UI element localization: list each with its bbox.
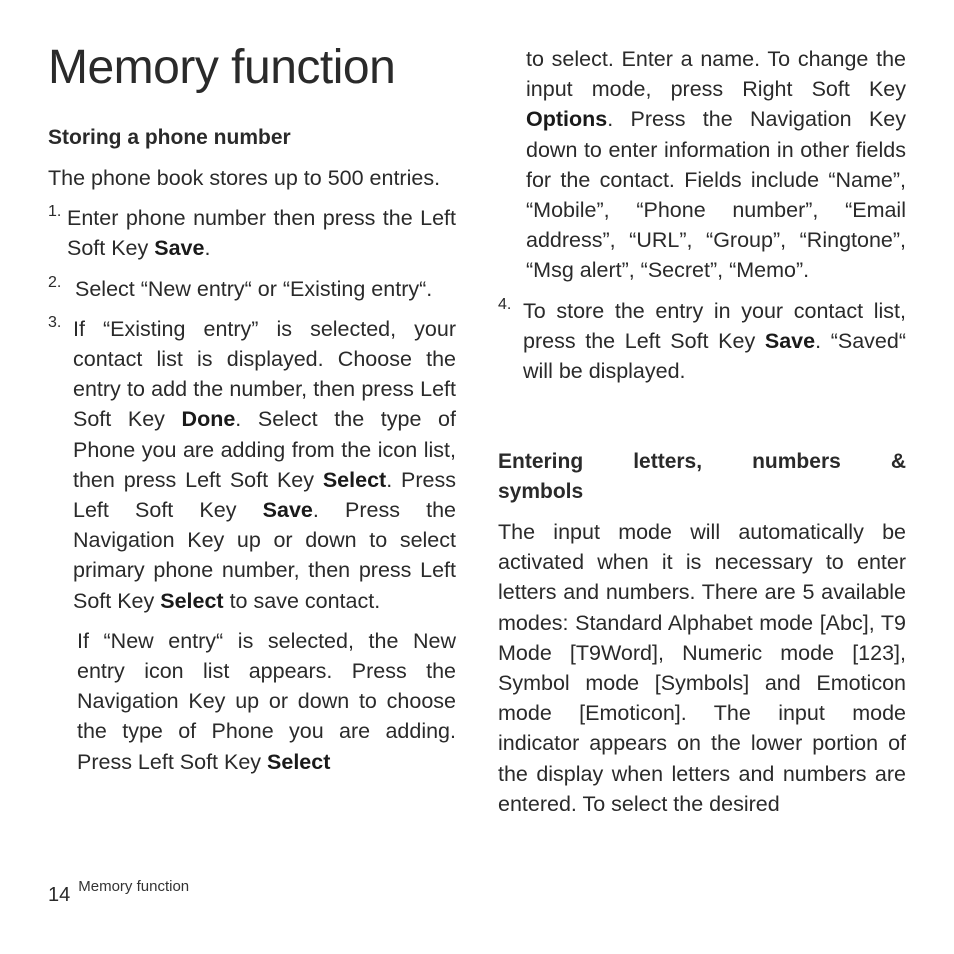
step-number: 2. bbox=[48, 273, 62, 291]
step-3-new-entry: If “New entry“ is selected, the New entry icon list appears. Press the Navigation Key up or down to choose the type of Phone you are adding. Press Left Soft Key Select bbox=[77, 628, 456, 774]
section-heading-entering: Entering letters, numbers & bbox=[498, 450, 906, 473]
section-entering bbox=[498, 447, 906, 819]
step-text: If “Existing entry” is selected, your contact list is displayed. Choose the entry to add the number, then press Left Soft Key Done. Select the type of Phone you are adding from the icon list, then press Left Soft Key Select. Press Left Soft Key Save. Press the Navigation Key up or down to select primary phone number, then press Left Soft Key Select to save contact. bbox=[73, 316, 456, 613]
step-1 bbox=[48, 203, 456, 263]
step-text: Select “New entry“ or “Existing entry“. bbox=[75, 276, 433, 301]
step-3-continued: to select. Enter a name. To change the input mode, press Right Soft Key Options. Press the Navigation Key down to enter information in other fields for the contact. Fields include “Name”, “Mobile”, “Phone number”, “Email address”, “URL”, “Group”, “Ringtone”, “Msg alert”, “Secret”, “Memo”. bbox=[526, 47, 906, 283]
page-number: 14 bbox=[48, 884, 71, 906]
input-mode-paragraph: The input mode will automatically be activated when it is necessary to enter letters and numbers. There are 5 available modes: Standard Alphabet mode [Abc], T9 Mode [T9Word], Numeric mode [123], Symbol mode [Symbols] and Emoticon mode [Emoticon]. The input mode indicator appears on the lower portion of the display when letters and numbers are entered. To select the desired bbox=[498, 520, 906, 816]
intro-paragraph: The phone book stores up to 500 entries. bbox=[48, 166, 441, 190]
section-heading-storing: Storing a phone number bbox=[48, 126, 291, 149]
step-number: 3. bbox=[48, 313, 62, 331]
step-3 bbox=[48, 314, 456, 616]
step-4 bbox=[498, 296, 906, 387]
continued-text bbox=[498, 44, 906, 386]
step-text: Enter phone number then press the Left Soft Key Save. bbox=[67, 206, 456, 261]
page-title: Memory function bbox=[48, 41, 396, 94]
section-storing bbox=[48, 123, 456, 777]
step-number: 1. bbox=[48, 203, 62, 221]
page-footer bbox=[48, 878, 189, 907]
step-text: To store the entry in your contact list, press the Left Soft Key Save. “Saved“ will be displayed. bbox=[523, 298, 906, 384]
footer-section-label: Memory function bbox=[78, 878, 190, 895]
section-heading-entering-line2: symbols bbox=[498, 480, 584, 503]
step-number: 4. bbox=[498, 295, 512, 313]
step-2 bbox=[48, 274, 456, 304]
